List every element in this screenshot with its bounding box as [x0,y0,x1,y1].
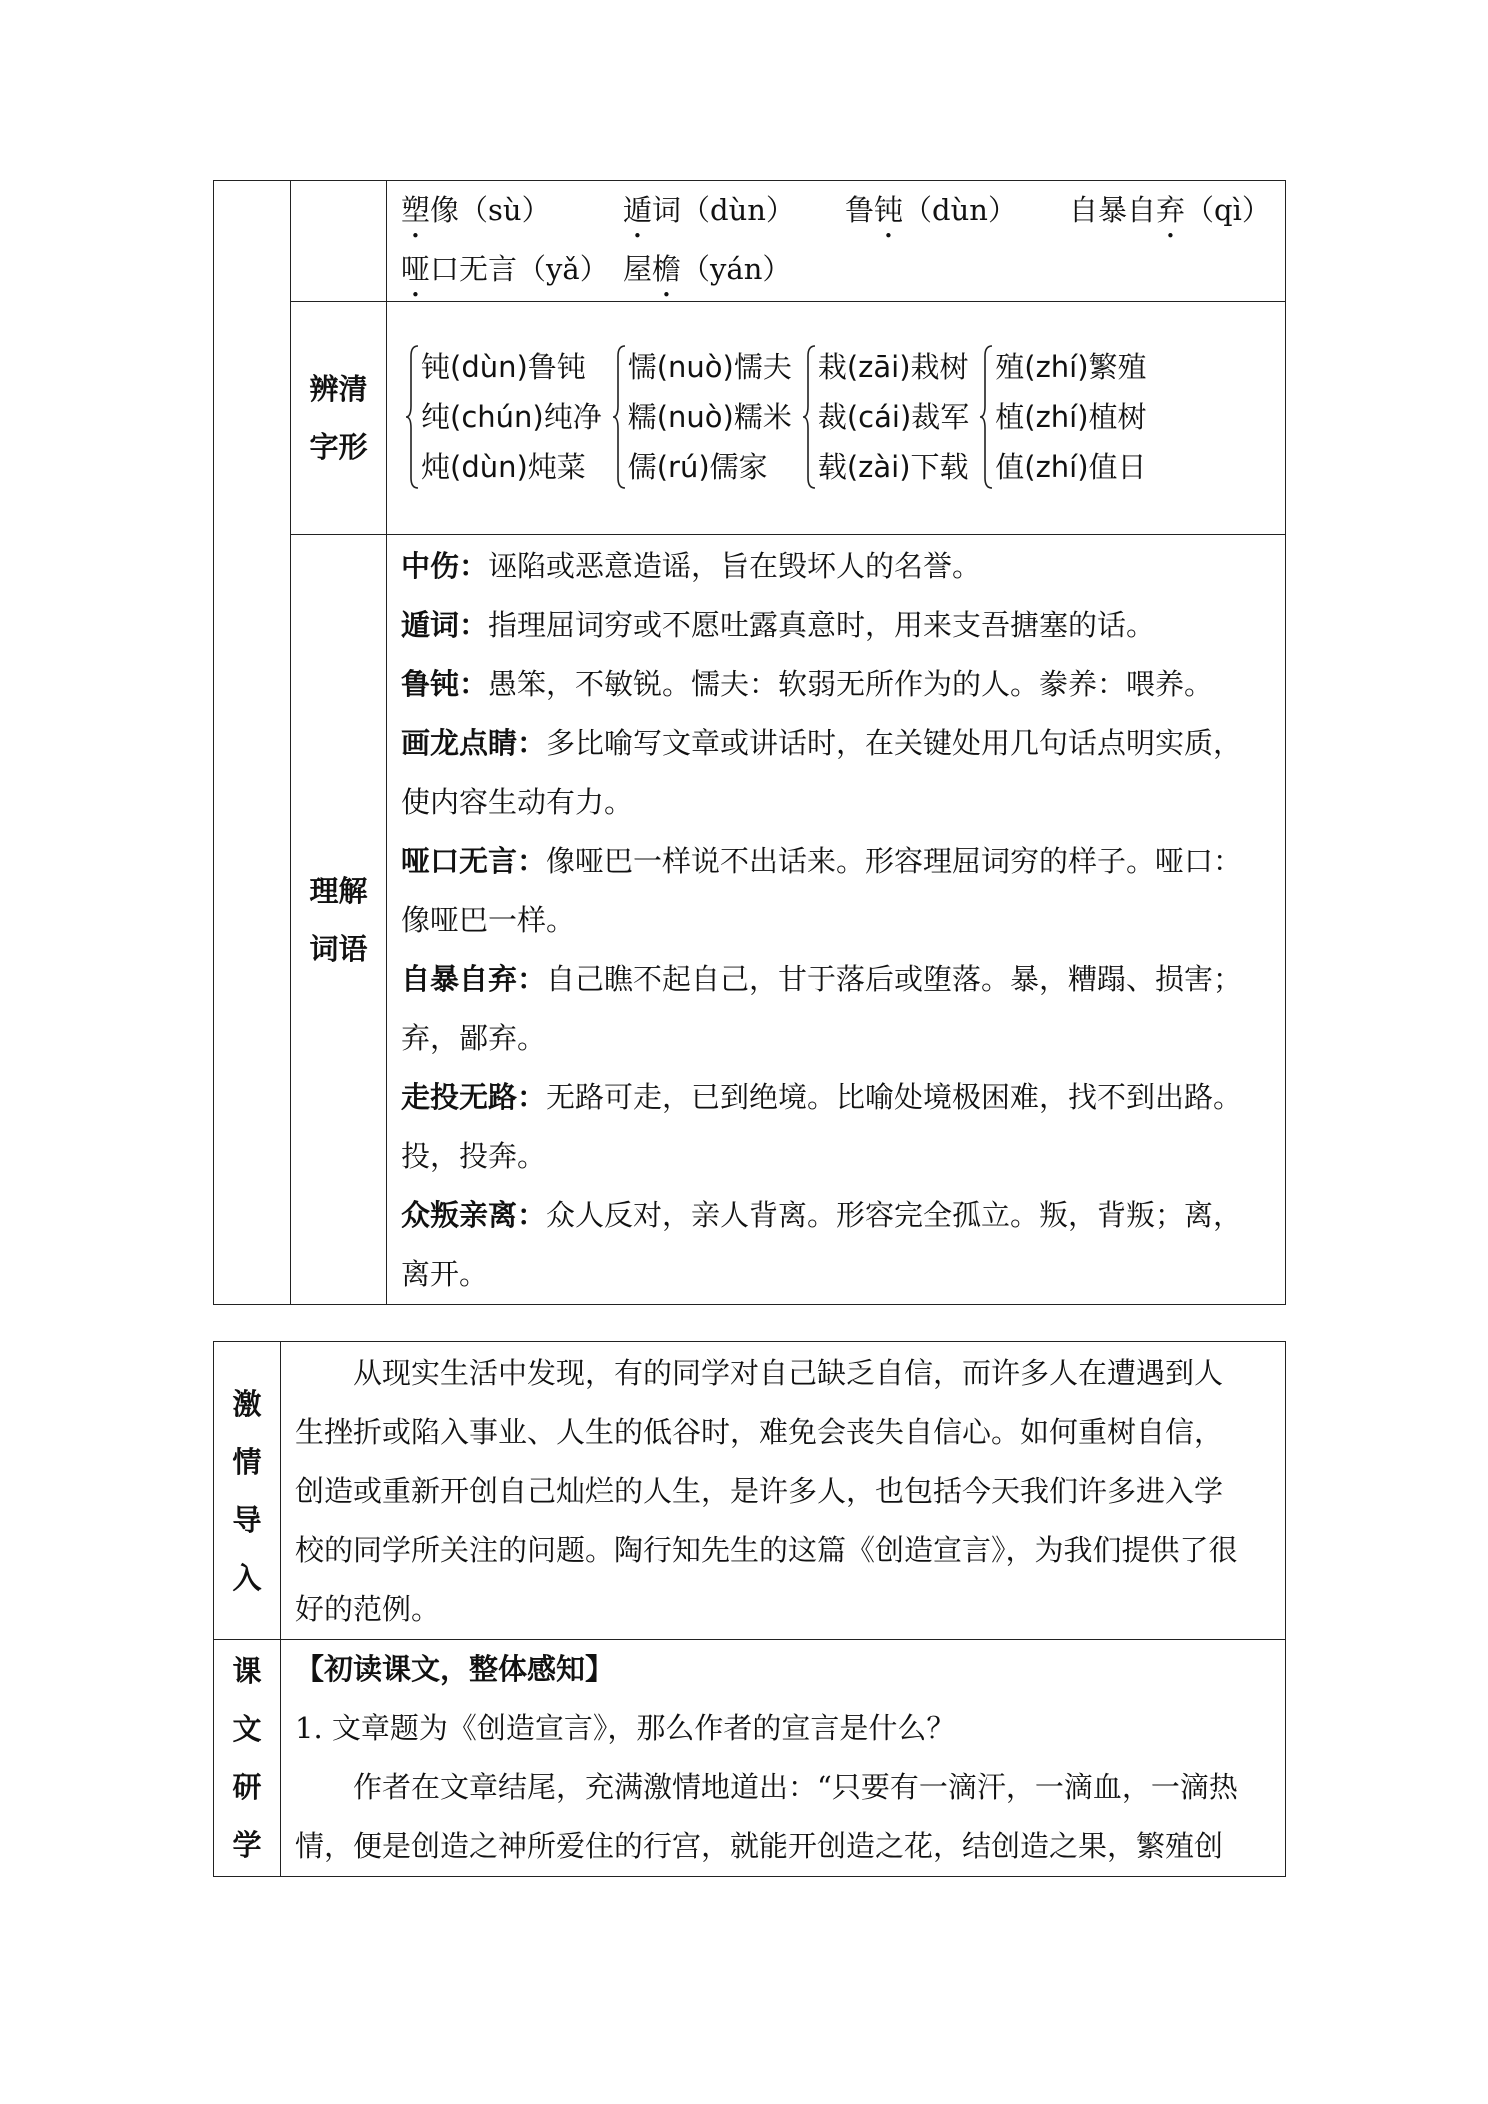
intro-label-char: 入 [232,1560,262,1595]
study-label-char: 课 [232,1654,262,1688]
pron-dotted-char: 弃 [1156,193,1186,227]
definition-text: 诬陷或恶意造谣，旨在毁坏人的名誉。 [488,549,982,583]
definition-line [401,596,1285,655]
glyph-line: 钝(dùn)鲁钝 [421,350,586,384]
definition-text: 像哑巴一样。 [401,903,576,937]
glyph-line: 载(zài)下载 [817,450,969,484]
intro-paragraph [281,1342,1285,1639]
left-empty-cell [214,181,291,1305]
glyph-line: 植(zhí)植树 [995,400,1147,434]
vocab-table [213,180,1286,1305]
pron-pre: 屋 [623,252,653,286]
definition-term: 哑口无言： [401,844,547,878]
words-label [291,535,387,1305]
pron-item [845,181,1017,245]
definition-line [401,1068,1285,1127]
glyph-label-line-2: 字形 [309,430,368,464]
glyph-line: 裁(cái)裁军 [817,400,970,434]
intro-label-char: 情 [232,1444,262,1479]
glyph-label-line-1: 辨清 [309,372,368,406]
study-label-char: 研 [232,1770,262,1804]
study-content [281,1640,1285,1876]
definition-text: 像哑巴一样说不出话来。形容理屈词穷的样子。哑口： [546,844,1243,878]
definition-text: 愚笨，不敏锐。懦夫：软弱无所作为的人。豢养：喂养。 [488,667,1214,701]
definition-line [401,950,1285,1009]
pron-dotted-char: 钝 [874,193,904,227]
glyph-line: 懦(nuò)懦夫 [627,350,792,384]
words-label-line-1: 理解 [309,873,368,908]
definition-term: 自暴自弃： [401,962,547,996]
definition-line [401,537,1285,596]
glyph-group-lines [818,342,969,492]
glyph-line: 殖(zhí)繁殖 [995,350,1147,384]
glyph-cell [387,302,1286,535]
intro-label-char: 激 [232,1386,262,1421]
glyph-group-lines [421,342,602,492]
pron-item [1069,181,1271,245]
definition-line [401,714,1285,773]
left-brace-icon [802,342,816,492]
definition-line [401,773,1285,832]
definition-line [401,1009,1285,1068]
lesson-table [213,1341,1286,1877]
pronunciation-list [387,181,1285,299]
intro-line: 生挫折或陷入事业、人生的低谷时，难免会丧失自信心。如何重树自信， [295,1415,1224,1449]
study-label-char: 学 [232,1828,262,1862]
glyph-group-lines [628,342,792,492]
pron-post: （yán） [681,252,792,286]
glyph-group [802,342,969,492]
glyph-line: 栽(zāi)栽树 [817,350,969,384]
glyph-line: 炖(dùn)炖菜 [421,450,586,484]
glyph-group [612,342,792,492]
glyph-line: 糯(nuò)糯米 [627,400,792,434]
words-label-line-2: 词语 [309,931,368,966]
left-brace-icon [979,342,993,492]
pron-post: （dùn） [903,193,1017,227]
pron-row [401,181,1285,240]
definition-term: 走投无路： [401,1080,547,1114]
pron-item [623,181,795,245]
definition-term: 鲁钝： [401,667,489,701]
pron-item [401,240,609,304]
study-answer-line: 情，便是创造之神所爱住的行宫，就能开创造之花，结创造之果，繁殖创 [295,1829,1224,1863]
definition-text: 多比喻写文章或讲话时，在关键处用几句话点明实质， [546,726,1243,760]
definition-line [401,1127,1285,1186]
study-answer-line: 作者在文章结尾，充满激情地道出：“只要有一滴汗，一滴血，一滴热 [353,1770,1238,1804]
intro-label [214,1342,281,1640]
glyph-line: 儒(rú)儒家 [627,450,768,484]
pron-pre: 鲁 [845,193,875,227]
definition-line [401,832,1285,891]
definition-term: 遁词： [401,608,489,642]
definition-line [401,1186,1285,1245]
pron-label-cell [291,181,387,302]
left-brace-icon [612,342,626,492]
definition-text: 指理屈词穷或不愿吐露真意时，用来支吾搪塞的话。 [488,608,1156,642]
glyph-group-lines [995,342,1146,492]
pron-item [401,181,551,245]
intro-label-char: 导 [232,1502,262,1537]
study-label-char: 文 [232,1712,262,1746]
intro-line: 校的同学所关注的问题。陶行知先生的这篇《创造宣言》，为我们提供了很 [295,1533,1238,1567]
glyph-group [979,342,1146,492]
glyph-line: 纯(chún)纯净 [421,400,602,434]
pron-pre: 自暴自 [1069,193,1157,227]
pron-dotted-char: 檐 [652,252,682,286]
glyph-label [291,302,387,535]
word-definitions [387,535,1285,1304]
study-question: 1. 文章题为《创造宣言》，那么作者的宣言是什么？ [295,1711,956,1745]
definition-text: 使内容生动有力。 [401,785,634,819]
study-label [214,1640,281,1877]
definition-text: 弃，鄙弃。 [401,1021,547,1055]
study-heading: 【初读课文，整体感知】 [295,1652,615,1686]
definition-line [401,655,1285,714]
pron-dotted-char: 遁 [623,193,653,227]
pron-dotted-char: 哑 [401,252,431,286]
intro-line: 从现实生活中发现，有的同学对自己缺乏自信，而许多人在遭遇到人 [353,1356,1224,1390]
pron-post: （qì） [1185,193,1271,227]
glyph-group [405,342,602,492]
intro-line: 好的范例。 [295,1592,441,1626]
glyph-groups [387,302,1285,496]
definition-text: 众人反对，亲人背离。形容完全孤立。叛，背叛；离， [546,1198,1243,1232]
definition-line [401,891,1285,950]
pron-item [623,240,791,304]
glyph-line: 值(zhí)值日 [995,450,1147,484]
definition-text: 离开。 [401,1257,489,1291]
pron-dotted-char: 塑 [401,193,431,227]
left-brace-icon [405,342,419,492]
intro-line: 创造或重新开创自己灿烂的人生，是许多人，也包括今天我们许多进入学 [295,1474,1224,1508]
definition-line [401,1245,1285,1304]
words-cell [387,535,1286,1305]
definition-text: 无路可走，已到绝境。比喻处境极困难，找不到出路。 [546,1080,1243,1114]
definition-text: 自己瞧不起自己，甘于落后或堕落。暴，糟蹋、损害； [546,962,1243,996]
intro-cell [281,1342,1286,1640]
definition-term: 画龙点睛： [401,726,547,760]
pron-post: 词（dùn） [652,193,795,227]
pron-post: 口无言（yǎ） [430,252,609,286]
pron-post: 像（sù） [430,193,551,227]
study-cell [281,1640,1286,1877]
pronunciation-cell [387,181,1286,302]
pron-row [401,240,1285,299]
definition-term: 中伤： [401,549,489,583]
definition-text: 投，投奔。 [401,1139,547,1173]
definition-term: 众叛亲离： [401,1198,547,1232]
